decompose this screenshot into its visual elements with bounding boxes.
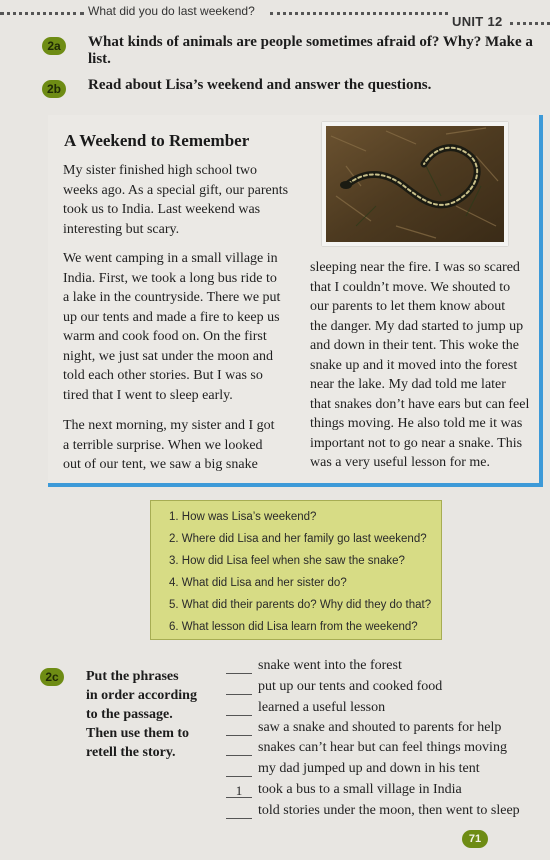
question-item: 2. Where did Lisa and her family go last weekend? xyxy=(169,533,427,545)
passage-line: near the lake. My dad told me later xyxy=(310,377,506,392)
badge-2b: 2b xyxy=(42,80,66,98)
passage-title: A Weekend to Remember xyxy=(64,131,250,150)
instruction-line: Then use them to xyxy=(86,726,190,741)
passage-line: important not to go near a snake. This xyxy=(310,435,523,451)
badge-2a: 2a xyxy=(42,37,66,55)
phrase-item xyxy=(226,803,520,819)
questions-box xyxy=(150,500,442,640)
passage-line: was a very useful lesson for me. xyxy=(310,455,491,470)
phrase-item xyxy=(226,720,501,736)
question-item: 3. How did Lisa feel when she saw the snake? xyxy=(169,555,405,567)
passage-left-paragraph-3 xyxy=(63,416,275,475)
passage-intro xyxy=(63,161,288,239)
phrase-text: saw a snake and shouted to parents for help xyxy=(258,720,502,735)
passage-line: the danger. My dad started to jump up xyxy=(310,318,524,334)
phrase-text: snake went into the forest xyxy=(258,658,402,673)
passage-line: interesting but scary. xyxy=(63,221,180,237)
order-blank[interactable] xyxy=(226,804,252,819)
order-blank[interactable] xyxy=(226,701,252,716)
snake-photo-icon xyxy=(326,126,504,242)
passage-left-paragraph-2 xyxy=(63,249,280,405)
order-blank[interactable] xyxy=(226,721,252,736)
passage-line: snake up and it moved into the forest xyxy=(310,357,518,373)
passage-line: India. First, we took a long bus ride to xyxy=(63,270,277,286)
passage-right-column xyxy=(310,258,529,473)
passage-line: a terrible surprise. When we looked xyxy=(63,437,263,453)
passage-line: warm and cook food on. On the first xyxy=(63,329,267,344)
order-blank[interactable] xyxy=(226,659,252,674)
passage-line: that snakes don’t have ears but can feel xyxy=(310,396,530,412)
passage-line: and down in their tent. This woke the xyxy=(310,338,519,353)
passage-line: out of our tent, we saw a big snake xyxy=(63,457,258,472)
instruction-2a: What kinds of animals are people sometimes afraid of? Why? Make a list. xyxy=(88,34,533,67)
passage-line: took us to India. Last weekend was xyxy=(63,202,261,217)
header-dots-middle xyxy=(270,12,448,16)
instruction-2b: Read about Lisa’s weekend and answer the questions. xyxy=(88,77,432,93)
snake-photo xyxy=(322,122,508,246)
passage-line: told each other stories. But I was so xyxy=(63,368,263,383)
passage-accent-bar xyxy=(539,139,543,149)
badge-2c: 2c xyxy=(40,668,64,686)
phrase-text: my dad jumped up and down in his tent xyxy=(258,761,480,776)
phrase-text: put up our tents and cooked food xyxy=(258,679,443,694)
passage-line: a lake in the countryside. There we put xyxy=(63,290,281,305)
order-blank[interactable] xyxy=(226,680,252,695)
passage-line: The next morning, my sister and I got xyxy=(63,418,275,433)
phrase-text: told stories under the moon, then went to sleep xyxy=(258,803,520,818)
passage-line: that I couldn’t move. We shouted to xyxy=(310,279,511,295)
phrase-item xyxy=(226,658,402,674)
order-blank[interactable]: 1 xyxy=(226,783,252,798)
question-item: 1. How was Lisa’s weekend? xyxy=(169,511,317,523)
page-number: 71 xyxy=(462,830,488,848)
phrase-item xyxy=(226,679,442,695)
passage-line: sleeping near the fire. I was so scared xyxy=(310,260,520,275)
passage-line: things moving. He also told me it was xyxy=(310,416,523,431)
phrase-item xyxy=(226,761,480,777)
header-title: What did you do last weekend? xyxy=(88,4,255,18)
instruction-line: Put the phrases xyxy=(86,669,179,684)
instruction-line: retell the story. xyxy=(86,745,176,760)
passage-line: We went camping in a small village in xyxy=(63,251,278,266)
header-dots-right xyxy=(510,22,550,26)
instruction-2c xyxy=(86,667,197,762)
passage-line: up our tents and made a fire to keep us xyxy=(63,309,280,325)
question-item: 5. What did their parents do? Why did they do that? xyxy=(169,599,432,611)
page-header xyxy=(0,4,550,29)
passage-line: weeks ago. As a special gift, our parents xyxy=(63,182,289,198)
question-item: 6. What lesson did Lisa learn from the weekend? xyxy=(169,621,418,633)
passage-line: tired that I went to sleep early. xyxy=(63,387,233,403)
passage-line: our parents to let them know about xyxy=(310,299,506,314)
instruction-line: to the passage. xyxy=(86,707,173,722)
phrase-item xyxy=(226,740,507,756)
phrase-text: snakes can’t hear but can feel things moving xyxy=(258,740,507,755)
phrase-item xyxy=(226,700,385,716)
phrase-text: learned a useful lesson xyxy=(258,700,386,715)
question-item: 4. What did Lisa and her sister do? xyxy=(169,577,347,589)
phrase-text: took a bus to a small village in India xyxy=(258,782,462,797)
phrase-item xyxy=(226,782,462,798)
header-dots-left xyxy=(0,12,84,16)
passage-line: night, we just sat under the moon and xyxy=(63,348,273,364)
order-blank[interactable] xyxy=(226,762,252,777)
order-blank[interactable] xyxy=(226,741,252,756)
instruction-line: in order according xyxy=(86,688,197,703)
unit-label: UNIT 12 xyxy=(452,14,503,29)
passage-line: My sister finished high school two xyxy=(63,163,258,178)
